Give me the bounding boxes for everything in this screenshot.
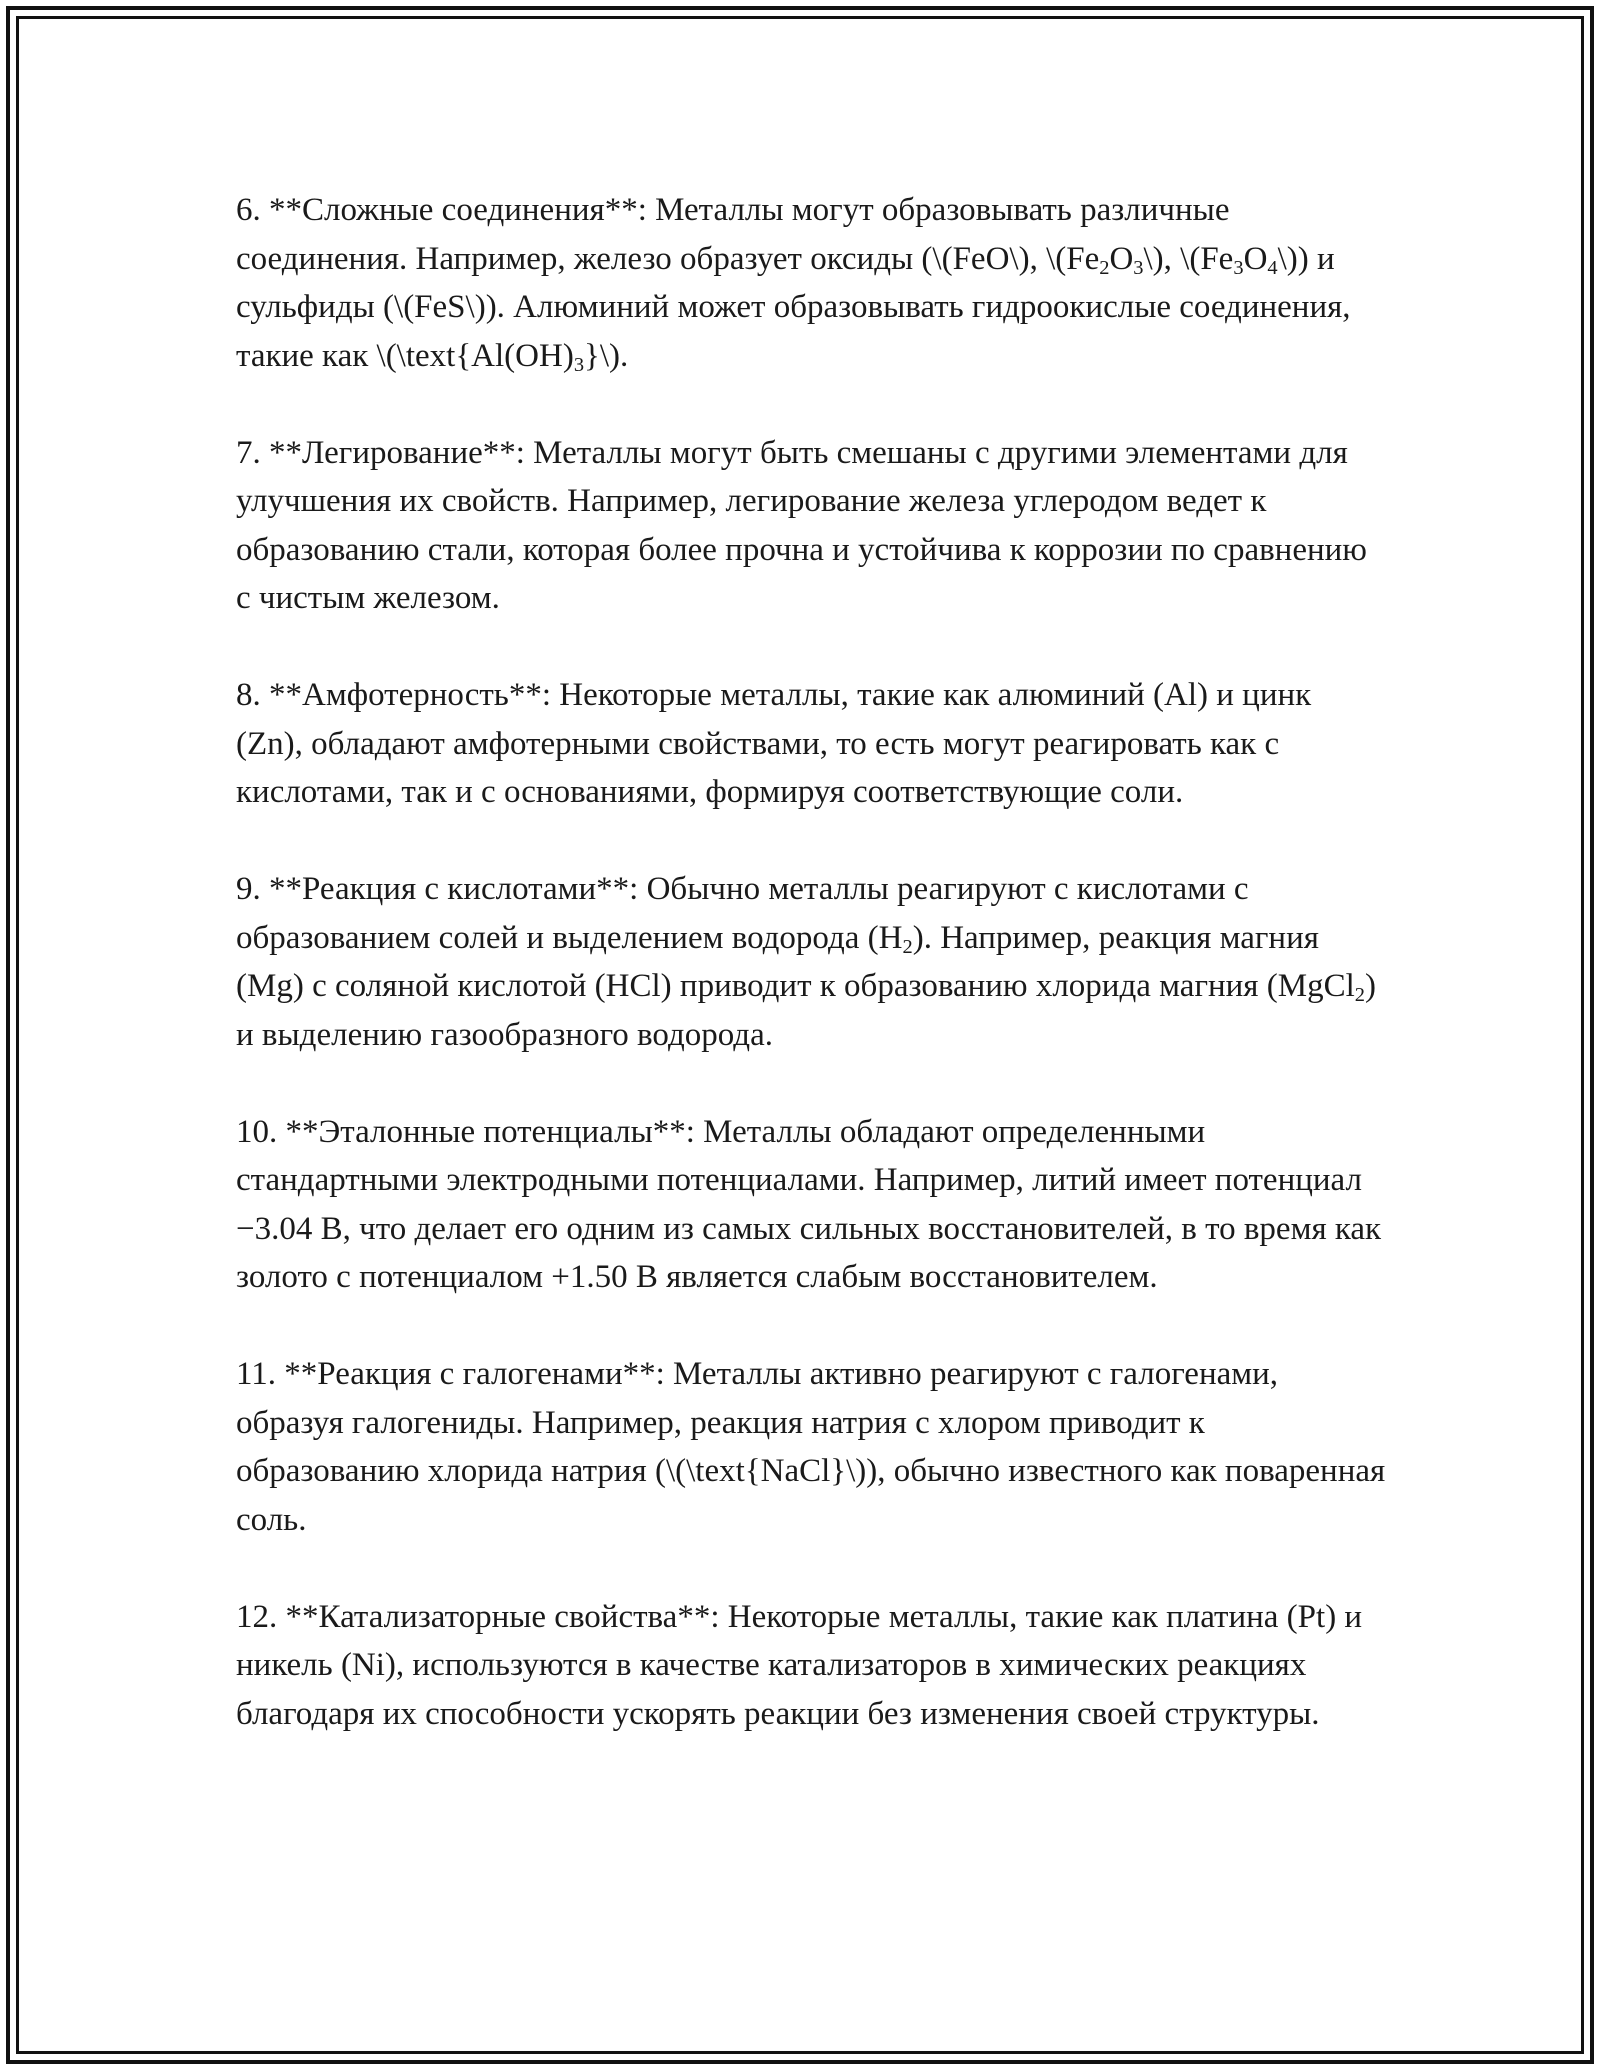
- subscript: 3: [1133, 256, 1144, 279]
- paragraph-p12: [236, 1593, 1386, 1739]
- text-run: 11. **Реакция с галогенами**: Металлы активно реагируют с галогенами, образуя галогениды. Например, реакция натрия с хлором приводит к образованию хлорида натрия (\(\text{NaCl}\)), обычно известного как поваренная соль.: [236, 1356, 1386, 1538]
- text-run: 6. **Сложные соединения**: Металлы могут образовывать различные соединения. Например, железо образует оксиды (\(FeO\), \(Fe: [236, 192, 1230, 277]
- paragraph-p7: [236, 429, 1386, 623]
- paragraph-p11: [236, 1350, 1386, 1544]
- subscript: 2: [1099, 256, 1110, 279]
- text-run: O: [1109, 240, 1134, 277]
- text-run: 10. **Эталонные потенциалы**: Металлы обладают определенными стандартными электродными потенциалами. Например, литий имеет потенциал −3.04 В, что делает его одним из самых сильных восстановителей, в то время как золото с потенциалом +1.50 В является слабым восстановителем.: [236, 1113, 1382, 1295]
- paragraph-p8: [236, 671, 1386, 817]
- subscript: 2: [902, 935, 913, 958]
- subscript: 3: [1233, 256, 1244, 279]
- text-run: }\).: [584, 337, 629, 374]
- text-run: ) и выделению газообразного водорода.: [236, 968, 1376, 1053]
- text-run: O: [1243, 240, 1268, 277]
- text-run: 12. **Катализаторные свойства**: Некоторые металлы, такие как платина (Pt) и никель (Ni), используются в качестве катализаторов в химических реакциях благодаря их способности ускорять реакции без изменения своей структуры.: [236, 1598, 1363, 1732]
- document-body: [236, 186, 1386, 1787]
- subscript: 4: [1267, 256, 1278, 279]
- text-run: \)) и сульфиды (\(FeS\)). Алюминий может образовывать гидроокислые соединения, такие как \(\text{Al(OH): [236, 240, 1351, 374]
- text-run: 9. **Реакция с кислотами**: Обычно металлы реагируют с кислотами с образованием солей и выделением водорода (H: [236, 871, 1249, 956]
- text-run: ). Например, реакция магния (Mg) с соляной кислотой (HCl) приводит к образованию хлорида магния (MgCl: [236, 919, 1355, 1004]
- text-run: \), \(Fe: [1143, 240, 1234, 277]
- paragraph-p10: [236, 1108, 1386, 1302]
- subscript: 2: [1354, 984, 1365, 1007]
- text-run: 7. **Легирование**: Металлы могут быть смешаны с другими элементами для улучшения их свойств. Например, легирование железа углеродом ведет к образованию стали, которая более прочна и устойчива к коррозии по сравнению с чистым железом.: [236, 434, 1367, 616]
- paragraph-p6: [236, 186, 1386, 380]
- text-run: 8. **Амфотерность**: Некоторые металлы, такие как алюминий (Al) и цинк (Zn), обладают амфотерными свойствами, то есть могут реагировать как с кислотами, так и с основаниями, формируя соответствующие соли.: [236, 677, 1312, 810]
- paragraph-p9: [236, 865, 1386, 1059]
- subscript: 3: [573, 353, 585, 376]
